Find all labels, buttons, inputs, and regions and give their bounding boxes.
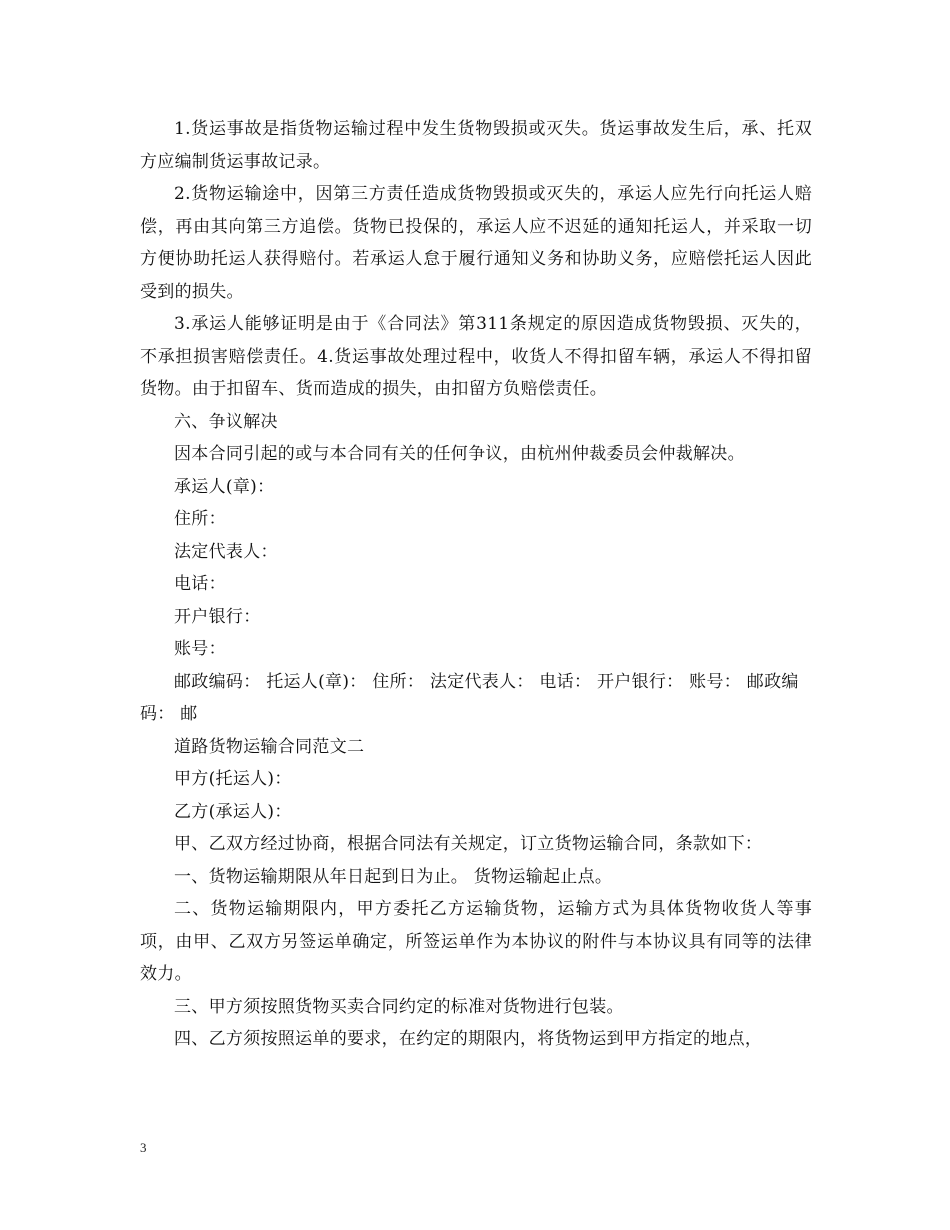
field-party-b-carrier: 乙方(承运人)： bbox=[174, 801, 292, 822]
field-account-number: 账号： bbox=[174, 639, 226, 659]
field-carrier-seal: 承运人(章)： bbox=[174, 476, 275, 497]
field-bank: 开户银行： bbox=[174, 606, 261, 627]
paragraph-carrier-exemption: 3.承运人能够证明是由于《合同法》第311条规定的原因造成货物毁损、灭失的，不承担损害赔偿责任。4.货运事故处理过程中，收货人不得扣留车辆，承运人不得扣留货物。由于扣留车、货而造成的损失，由扣留方负赔偿责任。 bbox=[140, 314, 812, 399]
field-address: 住所： bbox=[174, 509, 226, 529]
field-phone: 电话： bbox=[174, 574, 226, 594]
clause-one-transport-period: 一、货物运输期限从年日起到日为止。 货物运输起止点。 bbox=[174, 866, 613, 887]
page-number: 3 bbox=[140, 1140, 147, 1155]
clause-four-delivery: 四、乙方须按照运单的要求，在约定的期限内，将货物运到甲方指定的地点， bbox=[174, 1029, 763, 1049]
section-title-contract-sample-two: 道路货物运输合同范文二 bbox=[174, 736, 365, 757]
paragraph-agreement-preamble: 甲、乙双方经过协商，根据合同法有关规定，订立货物运输合同，条款如下： bbox=[174, 834, 763, 854]
paragraph-third-party-liability: 2.货物运输途中，因第三方责任造成货物毁损或灭失的，承运人应先行向托运人赔偿，再由其向第三方追偿。货物已投保的，承运人应不迟延的通知托运人，并采取一切方便协助托运人获得赔付。若承运人怠于履行通知义务和协助义务，应赔偿托运人因此受到的损失。 bbox=[140, 184, 812, 302]
clause-three-packaging: 三、甲方须按照货物买卖合同约定的标准对货物进行包装。 bbox=[174, 996, 624, 1017]
paragraph-cargo-accident-definition: 1.货运事故是指货物运输过程中发生货物毁损或灭失。货运事故发生后，承、托双方应编制货运事故记录。 bbox=[140, 119, 812, 172]
field-party-a-shipper: 甲方(托运人)： bbox=[174, 769, 292, 789]
paragraph-arbitration: 因本合同引起的或与本合同有关的任何争议，由杭州仲裁委员会仲裁解决。 bbox=[174, 444, 745, 464]
document-page bbox=[140, 113, 812, 1056]
field-shipper-info-line: 邮政编码： 托运人(章)： 住所： 法定代表人： 电话： 开户银行： 账号： 邮政编码： 邮 bbox=[140, 671, 799, 724]
section-heading-dispute-resolution: 六、争议解决 bbox=[174, 411, 278, 432]
clause-two-transport-method: 二、货物运输期限内，甲方委托乙方运输货物，运输方式为具体货物收货人等事项，由甲、乙双方另签运单确定，所签运单作为本协议的附件与本协议具有同等的法律效力。 bbox=[140, 899, 812, 984]
field-legal-representative: 法定代表人： bbox=[174, 541, 278, 562]
